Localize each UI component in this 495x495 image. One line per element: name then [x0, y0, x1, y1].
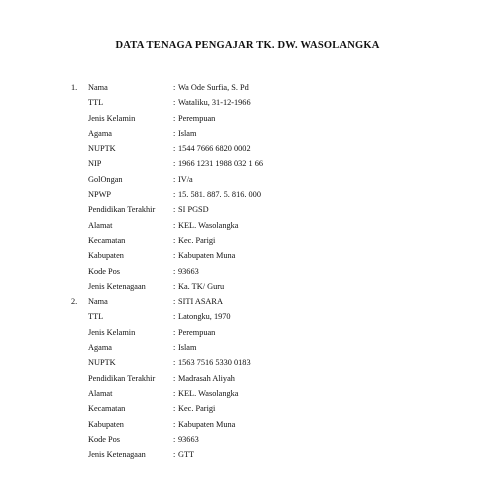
field-value: IV/a	[178, 174, 193, 184]
field-value: SI PGSD	[178, 205, 209, 215]
field-separator: :	[173, 404, 176, 414]
field-label: TTL	[88, 312, 104, 322]
field-value: GTT	[178, 450, 195, 460]
field-value: Perempuan	[178, 327, 216, 337]
field-separator: :	[173, 373, 176, 383]
field-value: Latongku, 1970	[178, 312, 231, 322]
field-label: Kecamatan	[88, 235, 126, 245]
field-separator: :	[173, 327, 176, 337]
field-separator: :	[173, 312, 176, 322]
field-value: Wataliku, 31-12-1966	[178, 98, 251, 108]
field-value: Ka. TK/ Guru	[178, 281, 225, 291]
field-label: GolOngan	[88, 174, 123, 184]
field-separator: :	[173, 174, 176, 184]
field-separator: :	[173, 190, 176, 200]
field-row-jenis-ketenagaan	[71, 279, 471, 294]
field-row-jenis-ketenagaan	[71, 447, 471, 462]
field-label: Kabupaten	[88, 419, 124, 429]
field-separator: :	[173, 128, 176, 138]
field-label: Agama	[88, 343, 112, 353]
field-value: 1966 1231 1988 032 1 66	[178, 159, 264, 169]
field-value: Islam	[178, 128, 197, 138]
field-separator: :	[173, 144, 176, 154]
field-row-alamat	[71, 218, 471, 233]
field-separator: :	[173, 113, 176, 123]
field-separator: :	[173, 388, 176, 398]
field-separator: :	[173, 358, 176, 368]
document-title: DATA TENAGA PENGAJAR TK. DW. WASOLANGKA	[115, 40, 380, 51]
field-label: Jenis Ketenagaan	[88, 281, 146, 291]
field-separator: :	[173, 343, 176, 353]
field-separator: :	[173, 419, 176, 429]
field-value: KEL. Wasolangka	[178, 220, 239, 230]
entry-number: 1.	[71, 83, 78, 92]
field-row-npwp	[71, 187, 471, 202]
field-row-kecamatan	[71, 401, 471, 416]
field-row-agama	[71, 340, 471, 355]
field-separator: :	[173, 205, 176, 215]
field-value: Madrasah Aliyah	[178, 373, 235, 383]
field-label: Nama	[88, 297, 108, 307]
field-row-kode-pos	[71, 264, 471, 279]
field-separator: :	[173, 297, 176, 307]
field-label: Jenis Kelamin	[88, 113, 136, 123]
field-value: 1544 7666 6820 0002	[178, 144, 251, 154]
field-label: Pendidikan Terakhir	[88, 205, 156, 215]
entry-number: 2.	[71, 297, 78, 307]
field-separator: :	[173, 450, 176, 460]
field-value: 15. 581. 887. 5. 816. 000	[178, 190, 261, 200]
field-value: 93663	[178, 434, 199, 444]
field-row-nip	[71, 156, 471, 171]
field-separator: :	[173, 220, 176, 230]
field-label: NUPTK	[88, 358, 116, 368]
field-row-alamat	[71, 386, 471, 401]
field-label: Nama	[88, 83, 108, 92]
field-value: Wa Ode Surfia, S. Pd	[178, 83, 249, 92]
field-value: Kabupaten Muna	[178, 251, 236, 261]
teacher-list	[71, 80, 471, 462]
field-row-ttl	[71, 309, 471, 324]
field-row-kabupaten	[71, 417, 471, 432]
field-label: Alamat	[88, 220, 113, 230]
field-row-agama	[71, 126, 471, 141]
field-label: Kode Pos	[88, 434, 121, 444]
field-label: Agama	[88, 128, 112, 138]
field-row-kode-pos	[71, 432, 471, 447]
field-label: Jenis Kelamin	[88, 327, 136, 337]
field-separator: :	[173, 251, 176, 261]
field-label: Jenis Ketenagaan	[88, 450, 146, 460]
field-row-jenis-kelamin	[71, 111, 471, 126]
field-value: Perempuan	[178, 113, 216, 123]
field-separator: :	[173, 235, 176, 245]
field-separator: :	[173, 434, 176, 444]
field-row-jenis-kelamin	[71, 325, 471, 340]
field-row-nama	[71, 80, 471, 95]
field-row-nuptk	[71, 355, 471, 370]
field-value: Kabupaten Muna	[178, 419, 236, 429]
field-separator: :	[173, 281, 176, 291]
field-row-kabupaten	[71, 248, 471, 263]
field-label: Pendidikan Terakhir	[88, 373, 156, 383]
field-value: 93663	[178, 266, 199, 276]
field-label: Kecamatan	[88, 404, 126, 414]
field-value: 1563 7516 5330 0183	[178, 358, 251, 368]
field-label: TTL	[88, 98, 104, 108]
field-row-pendidikan-terakhir	[71, 371, 471, 386]
field-row-golongan	[71, 172, 471, 187]
field-value: SITI ASARA	[178, 297, 223, 307]
field-label: Kode Pos	[88, 266, 121, 276]
field-separator: :	[173, 266, 176, 276]
field-row-ttl	[71, 95, 471, 110]
field-value: Islam	[178, 343, 197, 353]
field-label: NIP	[88, 159, 102, 169]
field-value: KEL. Wasolangka	[178, 388, 239, 398]
field-label: NPWP	[88, 190, 112, 200]
field-row-kecamatan	[71, 233, 471, 248]
teacher-entry-1	[71, 80, 471, 294]
field-row-nama	[71, 294, 471, 309]
field-separator: :	[173, 98, 176, 108]
teacher-entry-2	[71, 294, 471, 462]
field-row-pendidikan-terakhir	[71, 202, 471, 217]
field-separator: :	[173, 83, 176, 92]
field-label: Kabupaten	[88, 251, 124, 261]
field-label: NUPTK	[88, 144, 116, 154]
field-value: Kec. Parigi	[178, 404, 216, 414]
field-value: Kec. Parigi	[178, 235, 216, 245]
field-row-nuptk	[71, 141, 471, 156]
field-label: Alamat	[88, 388, 113, 398]
field-separator: :	[173, 159, 176, 169]
